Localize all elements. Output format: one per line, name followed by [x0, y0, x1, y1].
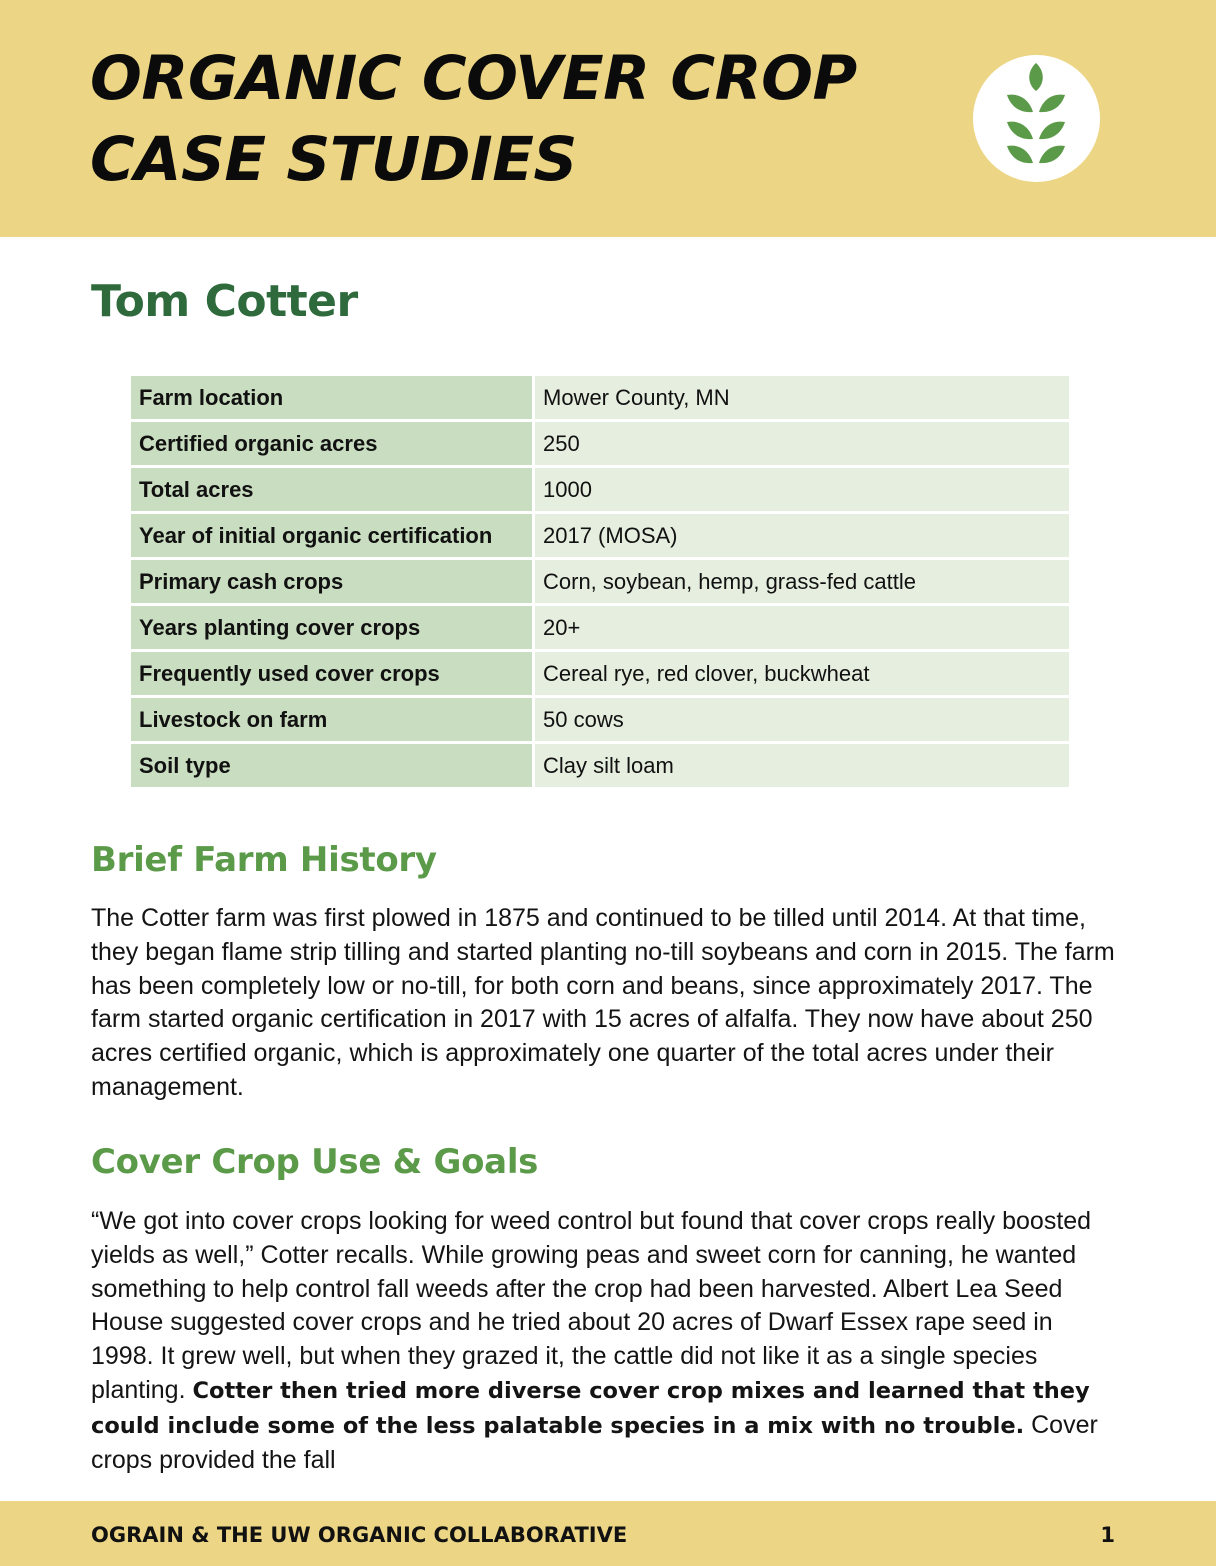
- row-value: 250: [535, 422, 1069, 465]
- title-line-2: CASE STUDIES: [90, 124, 577, 195]
- cover-crop-heading: Cover Crop Use & Goals: [91, 1142, 539, 1182]
- row-label: Total acres: [131, 468, 532, 511]
- row-label: Livestock on farm: [131, 698, 532, 741]
- row-value: 20+: [535, 606, 1069, 649]
- cover-crop-paragraph: [91, 1205, 1121, 1477]
- title-line-1: ORGANIC COVER CROP: [90, 43, 857, 114]
- table-row: [131, 468, 1069, 511]
- page-footer: [0, 1501, 1216, 1566]
- row-value: Corn, soybean, hemp, grass-fed cattle: [535, 560, 1069, 603]
- row-label: Year of initial organic certification: [131, 514, 532, 557]
- cover-crop-text-1: “We got into cover crops looking for weed control but found that cover crops really boosted yields as well,” Cotter recalls. While growing peas and sweet corn for canning, he wanted something to help control fall weeds after the crop had been harvested. Albert Lea Seed House suggested cover crops and he tried about 20 acres of Dwarf Essex rape seed in 1998. It grew well, but when they grazed it, the cattle did not like it as a single species planting.: [91, 1207, 1092, 1404]
- row-label: Frequently used cover crops: [131, 652, 532, 695]
- wheat-sprout-icon: [973, 55, 1100, 182]
- table-row: [131, 698, 1069, 741]
- cover-crop-text-2: Cover crops provided the fall: [91, 1410, 1098, 1474]
- page-title: [90, 38, 970, 200]
- footer-organization: OGRAIN & THE UW ORGANIC COLLABORATIVE: [91, 1523, 628, 1547]
- row-value: Cereal rye, red clover, buckwheat: [535, 652, 1069, 695]
- table-row: [131, 560, 1069, 603]
- row-label: Farm location: [131, 376, 532, 419]
- farm-profile-table: [128, 373, 1072, 790]
- history-paragraph: The Cotter farm was first plowed in 1875 and continued to be tilled until 2014. At that time, they began flame strip tilling and started planting no-till soybeans and corn in 2015. The farm has been completely low or no-till, for both corn and beans, since approximately 2017. The farm started organic certification in 2017 with 15 acres of alfalfa. They now have about 250 acres certified organic, which is approximately one quarter of the total acres under their management.: [91, 904, 1115, 1101]
- row-label: Primary cash crops: [131, 560, 532, 603]
- logo: [973, 55, 1100, 182]
- row-value: Mower County, MN: [535, 376, 1069, 419]
- history-heading: Brief Farm History: [91, 840, 437, 880]
- farmer-name: Tom Cotter: [91, 276, 358, 327]
- table-row: [131, 652, 1069, 695]
- row-label: Certified organic acres: [131, 422, 532, 465]
- row-value: 1000: [535, 468, 1069, 511]
- page-header: [0, 0, 1216, 237]
- row-value: Clay silt loam: [535, 744, 1069, 787]
- row-label: Soil type: [131, 744, 532, 787]
- table-row: [131, 376, 1069, 419]
- cover-crop-highlight: Cotter then tried more diverse cover crop mixes and learned that they could include some of the less palatable species in a mix with no trouble.: [91, 1377, 1090, 1439]
- page-number: 1: [1100, 1523, 1115, 1547]
- row-label: Years planting cover crops: [131, 606, 532, 649]
- row-value: 2017 (MOSA): [535, 514, 1069, 557]
- table-row: [131, 744, 1069, 787]
- row-value: 50 cows: [535, 698, 1069, 741]
- table-row: [131, 514, 1069, 557]
- table-row: [131, 606, 1069, 649]
- table-row: [131, 422, 1069, 465]
